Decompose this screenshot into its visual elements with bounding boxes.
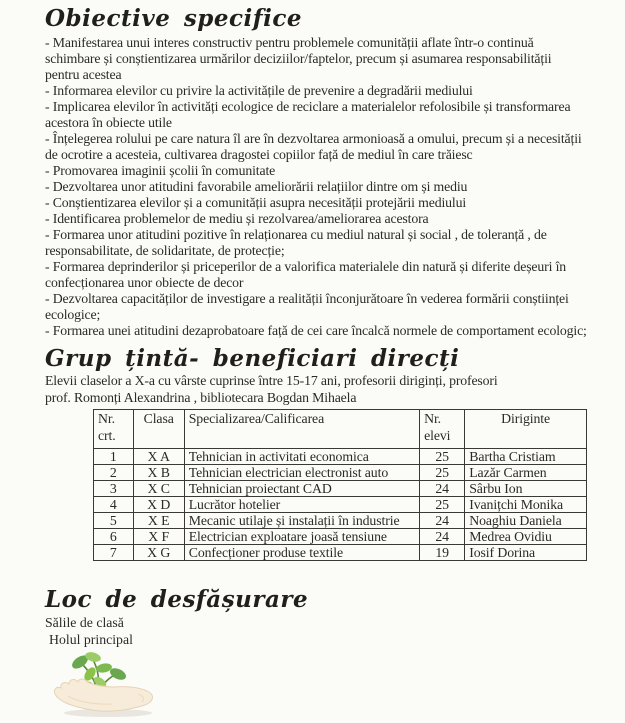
classes-table-header-cell: Diriginte (465, 410, 587, 449)
location-line: Sălile de clasă (45, 615, 124, 630)
classes-table-cell: 25 (420, 465, 465, 481)
classes-table-row (94, 497, 587, 513)
classes-table-cell: Lucrător hotelier (184, 497, 419, 513)
location-line: Holul principal (49, 631, 133, 647)
classes-table-header-cell: Nr. crt. (94, 410, 134, 449)
classes-table-cell: 25 (420, 497, 465, 513)
classes-table-row (94, 481, 587, 497)
classes-table (93, 409, 587, 561)
classes-table-cell: Electrician exploatare joasă tensiune (184, 529, 419, 545)
classes-table-header (94, 410, 587, 449)
objective-bullet: - Informarea elevilor cu privire la activitățile de prevenire a degradării mediului (45, 83, 473, 98)
objective-bullet: - Implicarea elevilor în activități ecologice de reciclare a materialelor refolosibile și transformarea acestora în obiecte utile (45, 99, 571, 130)
classes-table-cell: 3 (94, 481, 134, 497)
classes-table-header-cell: Specializarea/Calificarea (184, 410, 419, 449)
objective-bullet: - Dezvoltarea unor atitudini favorabile ameliorării relațiilor dintre om și mediu (45, 179, 468, 194)
hand-holding-plant-image (48, 652, 160, 718)
classes-table-row (94, 513, 587, 529)
classes-table-row (94, 545, 587, 561)
classes-table-cell: Bartha Cristiam (465, 449, 587, 465)
classes-table-cell: 24 (420, 529, 465, 545)
section-title-objectives: Obiective specifice (45, 5, 303, 32)
classes-table-row (94, 465, 587, 481)
objective-bullet: - Promovarea imaginii școlii în comunitate (45, 163, 276, 178)
classes-table-cell: 25 (420, 449, 465, 465)
classes-table-cell: 4 (94, 497, 134, 513)
classes-table-cell: X F (133, 529, 184, 545)
classes-table-cell: X A (133, 449, 184, 465)
classes-table-cell: 2 (94, 465, 134, 481)
classes-table-cell: X C (133, 481, 184, 497)
objectives-list (45, 35, 587, 339)
objective-bullet: - Conștientizarea elevilor și a comunității asupra necesității protejării mediului (45, 195, 467, 210)
objective-bullet: - Înțelegerea rolului pe care natura îl are în dezvoltarea armonioasă a omului, precum și a necesității de ocrotire a acesteia, cultivarea dragostei copiilor față de mediul în care trăiesc (45, 131, 582, 162)
target-group-intro-line: Elevii claselor a X-a cu vârste cuprinse între 15-17 ani, profesorii diriginți, profesori (45, 373, 498, 388)
classes-table-cell: Confecționer produse textile (184, 545, 419, 561)
classes-table-cell: X B (133, 465, 184, 481)
classes-table-cell: X D (133, 497, 184, 513)
classes-table-cell: Noaghiu Daniela (465, 513, 587, 529)
objective-bullet: - Identificarea problemelor de mediu și rezolvarea/ameliorarea acestora (45, 211, 429, 226)
classes-table-cell: 7 (94, 545, 134, 561)
objective-bullet: - Formarea unei atitudini dezaprobatoare față de cei care încalcă normele de comportament ecologic; (45, 323, 587, 338)
classes-table-cell: 19 (420, 545, 465, 561)
classes-table-header-cell: Clasa (133, 410, 184, 449)
classes-table-cell: 24 (420, 513, 465, 529)
target-group-intro-line: prof. Romonți Alexandrina , bibliotecara Bogdan Mihaela (45, 389, 357, 405)
objective-bullet: - Formarea deprinderilor și priceperilor de a valorifica materialele din natură și diferite deșeuri în confecționarea unor obiecte de decor (45, 259, 567, 290)
classes-table-cell: Iosif Dorina (465, 545, 587, 561)
classes-table-cell: 5 (94, 513, 134, 529)
classes-table-cell: Mecanic utilaje și instalații în industrie (184, 513, 419, 529)
classes-table-cell: 1 (94, 449, 134, 465)
classes-table-body (94, 449, 587, 561)
classes-table-row (94, 449, 587, 465)
classes-table-cell: Medrea Ovidiu (465, 529, 587, 545)
classes-table-cell: 24 (420, 481, 465, 497)
hand-holding-plant-graphic (48, 652, 160, 718)
objective-bullet: - Dezvoltarea capacităților de investigare a realității înconjurătoare în vederea formării conștiinței ecologice; (45, 291, 569, 322)
section-title-target-group: Grup țintă- beneficiari direcți (45, 345, 460, 372)
classes-table-cell: Tehnician proiectant CAD (184, 481, 419, 497)
classes-table-cell: Ivanițchi Monika (465, 497, 587, 513)
classes-table-cell: Sârbu Ion (465, 481, 587, 497)
section-title-location: Loc de desfășurare (45, 586, 309, 613)
classes-table-cell: X G (133, 545, 184, 561)
classes-table-header-cell: Nr. elevi (420, 410, 465, 449)
classes-table-cell: Lazăr Carmen (465, 465, 587, 481)
classes-table-cell: Tehnician electrician electronist auto (184, 465, 419, 481)
classes-table-row (94, 529, 587, 545)
classes-table-cell: 6 (94, 529, 134, 545)
classes-table-header-row (94, 410, 587, 449)
classes-table-cell: Tehnician in activitati economica (184, 449, 419, 465)
objective-bullet: - Formarea unor atitudini pozitive în relaționarea cu mediul natural și social , de toleranță , de responsabilitate, de solidaritate, de protecție; (45, 227, 547, 258)
objective-bullet: - Manifestarea unui interes constructiv pentru problemele comunității aflate într-o continuă schimbare și conștientizarea urmărilor deciziilor/faptelor, precum și asumarea responsabilității pentru acestea (45, 35, 552, 82)
classes-table-cell: X E (133, 513, 184, 529)
